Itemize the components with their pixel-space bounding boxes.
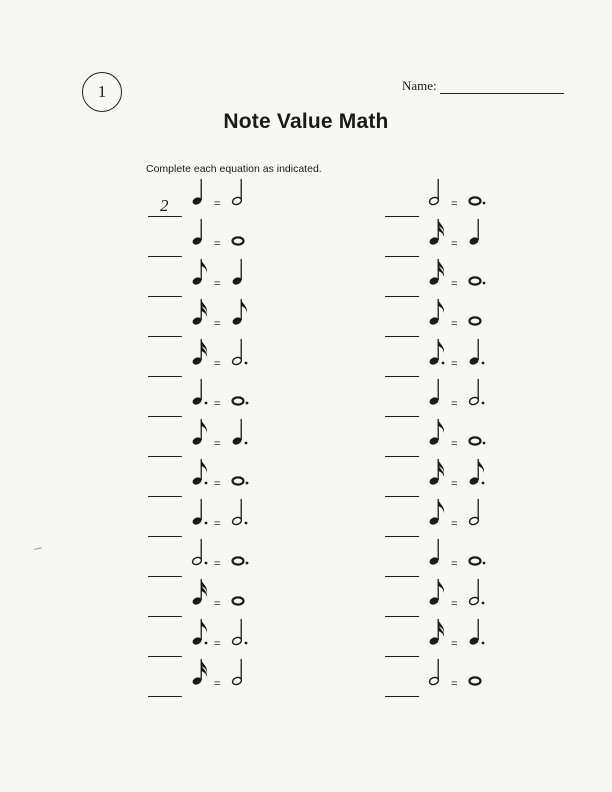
dotted-eighth-note-icon: [467, 456, 493, 488]
whole-note-icon: [230, 576, 256, 608]
equals-sign: =: [451, 678, 458, 690]
quarter-note-icon: [427, 376, 453, 408]
answer-blank[interactable]: [148, 516, 182, 537]
answer-blank[interactable]: [148, 396, 182, 417]
dotted-quarter-note-icon: [467, 616, 493, 648]
answer-blank[interactable]: [385, 356, 419, 377]
equals-sign: =: [214, 398, 221, 410]
name-field: [402, 78, 564, 94]
quarter-note-icon: [467, 216, 493, 248]
equals-sign: =: [451, 318, 458, 330]
answer-blank[interactable]: [148, 476, 182, 497]
whole-note-icon: [467, 656, 493, 688]
half-note-icon: [427, 656, 453, 688]
quarter-note-icon: [190, 216, 216, 248]
equals-sign: =: [214, 518, 221, 530]
dotted-half-note-icon: [230, 496, 256, 528]
dotted-half-note-icon: [190, 536, 216, 568]
dotted-whole-note-icon: [467, 176, 493, 208]
equals-sign: =: [214, 558, 221, 570]
quarter-note-icon: [190, 176, 216, 208]
answer-blank[interactable]: [385, 676, 419, 697]
equals-sign: =: [214, 598, 221, 610]
dotted-half-note-icon: [467, 576, 493, 608]
answer-blank[interactable]: [148, 356, 182, 377]
dotted-quarter-note-icon: [230, 416, 256, 448]
name-label: Name:: [402, 78, 437, 93]
dotted-quarter-note-icon: [467, 336, 493, 368]
sixteenth-note-icon: [427, 616, 453, 648]
eighth-note-icon: [427, 576, 453, 608]
dotted-whole-note-icon: [230, 376, 256, 408]
eighth-note-icon: [427, 416, 453, 448]
sixteenth-note-icon: [427, 216, 453, 248]
sixteenth-note-icon: [190, 336, 216, 368]
eighth-note-icon: [230, 296, 256, 328]
equals-sign: =: [451, 278, 458, 290]
equals-sign: =: [214, 638, 221, 650]
equals-sign: =: [214, 318, 221, 330]
dotted-half-note-icon: [467, 376, 493, 408]
answer-blank[interactable]: [385, 636, 419, 657]
equals-sign: =: [451, 558, 458, 570]
half-note-icon: [230, 656, 256, 688]
quarter-note-icon: [427, 536, 453, 568]
half-note-icon: [467, 496, 493, 528]
equals-sign: =: [451, 478, 458, 490]
eighth-note-icon: [190, 256, 216, 288]
answer-blank[interactable]: [148, 436, 182, 457]
answer-blank[interactable]: [148, 236, 182, 257]
equals-sign: =: [214, 198, 221, 210]
answer-text: 2: [160, 196, 169, 215]
dotted-whole-note-icon: [467, 536, 493, 568]
dotted-eighth-note-icon: [190, 456, 216, 488]
answer-blank[interactable]: [148, 556, 182, 577]
sixteenth-note-icon: [427, 256, 453, 288]
answer-blank[interactable]: [148, 596, 182, 617]
equals-sign: =: [451, 598, 458, 610]
scan-mark: [34, 547, 42, 550]
answer-blank[interactable]: [385, 516, 419, 537]
answer-blank[interactable]: [148, 676, 182, 697]
answer-blank[interactable]: [385, 316, 419, 337]
dotted-whole-note-icon: [467, 256, 493, 288]
equals-sign: =: [451, 358, 458, 370]
dotted-half-note-icon: [230, 336, 256, 368]
dotted-whole-note-icon: [230, 456, 256, 488]
answer-blank[interactable]: [385, 556, 419, 577]
answer-blank[interactable]: [148, 316, 182, 337]
sixteenth-note-icon: [427, 456, 453, 488]
answer-blank[interactable]: [385, 436, 419, 457]
page-number: 1: [97, 82, 107, 101]
equals-sign: =: [214, 358, 221, 370]
answer-blank[interactable]: [385, 396, 419, 417]
equals-sign: =: [451, 438, 458, 450]
instructions: Complete each equation as indicated.: [146, 163, 322, 175]
answer-blank[interactable]: [385, 596, 419, 617]
eighth-note-icon: [190, 416, 216, 448]
answer-blank[interactable]: [148, 276, 182, 297]
eighth-note-icon: [427, 496, 453, 528]
name-input-line[interactable]: [440, 81, 564, 94]
answer-blank[interactable]: [385, 276, 419, 297]
page-number-badge: [82, 72, 122, 112]
page-title: Note Value Math: [223, 110, 389, 133]
sixteenth-note-icon: [190, 656, 216, 688]
half-note-icon: [427, 176, 453, 208]
equals-sign: =: [451, 238, 458, 250]
answer-blank[interactable]: [148, 636, 182, 657]
equals-sign: =: [214, 438, 221, 450]
answer-blank[interactable]: [148, 196, 182, 217]
equals-sign: =: [451, 638, 458, 650]
equals-sign: =: [214, 278, 221, 290]
answer-blank[interactable]: [385, 236, 419, 257]
eighth-note-icon: [427, 296, 453, 328]
answer-blank[interactable]: [385, 196, 419, 217]
equals-sign: =: [214, 238, 221, 250]
dotted-half-note-icon: [230, 616, 256, 648]
answer-blank[interactable]: [385, 476, 419, 497]
dotted-quarter-note-icon: [190, 376, 216, 408]
dotted-quarter-note-icon: [190, 496, 216, 528]
dotted-whole-note-icon: [467, 416, 493, 448]
equals-sign: =: [451, 198, 458, 210]
whole-note-icon: [467, 296, 493, 328]
whole-note-icon: [230, 216, 256, 248]
dotted-whole-note-icon: [230, 536, 256, 568]
sixteenth-note-icon: [190, 576, 216, 608]
quarter-note-icon: [230, 256, 256, 288]
equals-sign: =: [214, 478, 221, 490]
dotted-eighth-note-icon: [427, 336, 453, 368]
half-note-icon: [230, 176, 256, 208]
sixteenth-note-icon: [190, 296, 216, 328]
equals-sign: =: [451, 398, 458, 410]
dotted-eighth-note-icon: [190, 616, 216, 648]
equals-sign: =: [451, 518, 458, 530]
equals-sign: =: [214, 678, 221, 690]
